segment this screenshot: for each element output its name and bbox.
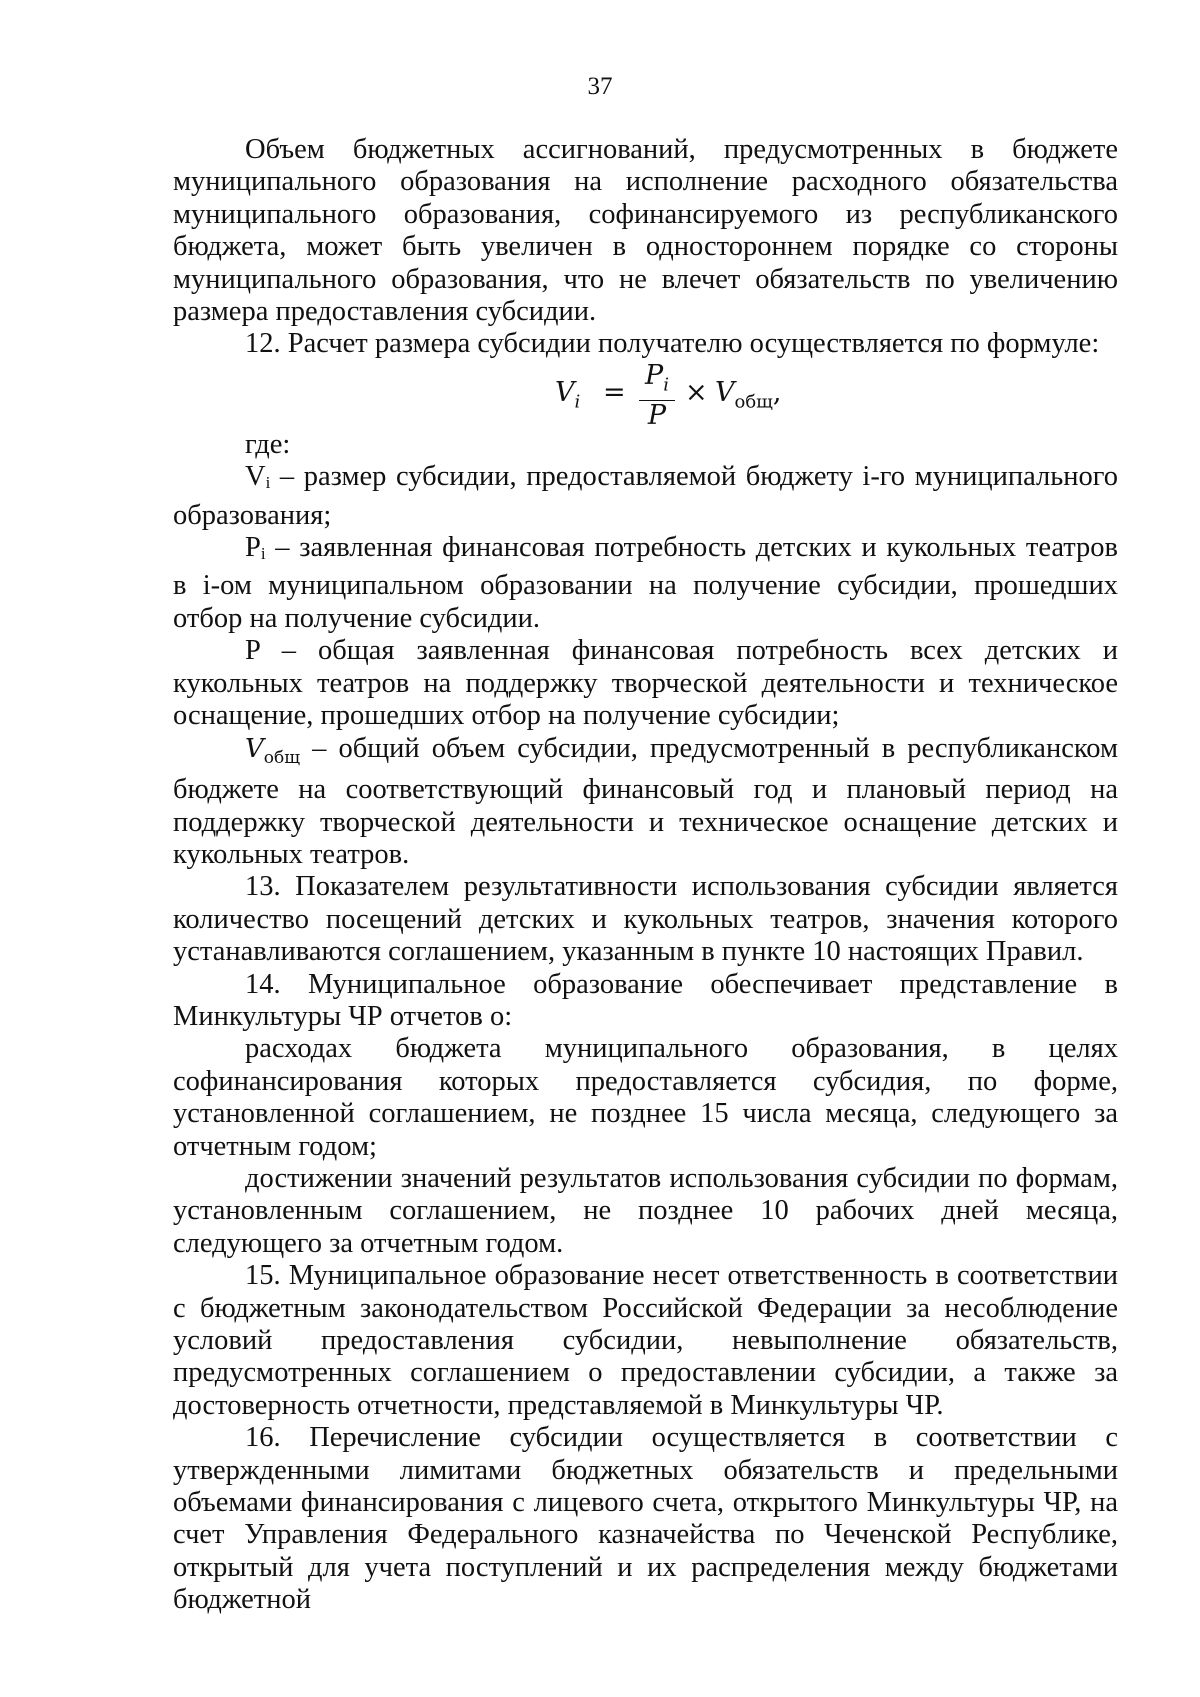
formula-equals: = <box>603 376 626 408</box>
formula-lhs: $V_i$ <box>555 376 581 413</box>
subsidy-formula <box>173 359 1118 432</box>
clause-15: 15. Муниципальное образование несет ответственность в соответствии с бюджетным законодательством Российской Федерации за несоблюдение условий предоставления субсидии, невыполнение обязательств, предусмотренных соглашением о предоставлении субсидии, а также за достоверность отчетности, представляемой в Минкультуры ЧР. <box>173 1260 1118 1421</box>
definition-p: P – общая заявленная финансовая потребность всех детских и кукольных театров на поддержку творческой деятельности и техническое оснащение, прошедших отбор на получение субсидии; <box>173 635 1118 732</box>
clause-16: 16. Перечисление субсидии осуществляется в соответствии с утвержденными лимитами бюджетных обязательств и предельными объемами финансирования с лицевого счета, открытого Минкультуры ЧР, на счет Управления Федерального казначейства по Чеченской Республике, открытый для учета поступлений и их распределения между бюджетами бюджетной <box>173 1422 1118 1616</box>
clause-14-item-expenses: расходах бюджета муниципального образования, в целях софинансирования которых предоставляется субсидия, по форме, установленной соглашением, не позднее 15 числа месяца, следующего за отчетным годом; <box>173 1033 1118 1162</box>
definition-pi: Pi – заявленная финансовая потребность детских и кукольных театров в i-ом муниципальном образовании на получение субсидии, прошедших отбор на получение субсидии. <box>173 532 1118 634</box>
document-body <box>173 134 1118 1617</box>
where-label: где: <box>245 428 291 460</box>
clause-13: 13. Показателем результативности использования субсидии является количество посещений детских и кукольных театров, значения которого устанавливаются соглашением, указанным в пункте 10 настоящих Правил. <box>173 871 1118 968</box>
clause-14-item-results: достижении значений результатов использования субсидии по формам, установленным соглашением, не позднее 10 рабочих дней месяца, следующего за отчетным годом. <box>173 1162 1118 1259</box>
formula-rhs: $V_{общ}$, <box>715 376 782 413</box>
formula-numerator: $P_i$ <box>639 361 675 401</box>
clause-12: 12. Расчет размера субсидии получателю осуществляется по формуле: <box>245 328 1100 360</box>
clause-14: 14. Муниципальное образование обеспечивает представление в Минкультуры ЧР отчетов о: <box>173 968 1118 1032</box>
formula-denominator: P <box>647 400 667 432</box>
formula-fraction <box>639 361 675 431</box>
definition-vobsh: $V_{общ}$ – общий объем субсидии, предусмотренный в республиканском бюджете на соответствующий финансовый год и плановый период на поддержку творческой деятельности и техническое оснащение детских и кукольных театров. <box>173 732 1118 870</box>
paragraph-intro: Объем бюджетных ассигнований, предусмотренных в бюджете муниципального образования на исполнение расходного обязательства муниципального образования, софинансируемого из республиканского бюджета, может быть увеличен в одностороннем порядке со стороны муниципального образования, что не влечет обязательств по увеличению размера предоставления субсидии. <box>173 134 1118 328</box>
definition-vi: Vi – размер субсидии, предоставляемой бюджету i-го муниципального образования; <box>173 461 1118 531</box>
formula-times: × <box>685 376 708 408</box>
page-number: 37 <box>587 73 613 100</box>
